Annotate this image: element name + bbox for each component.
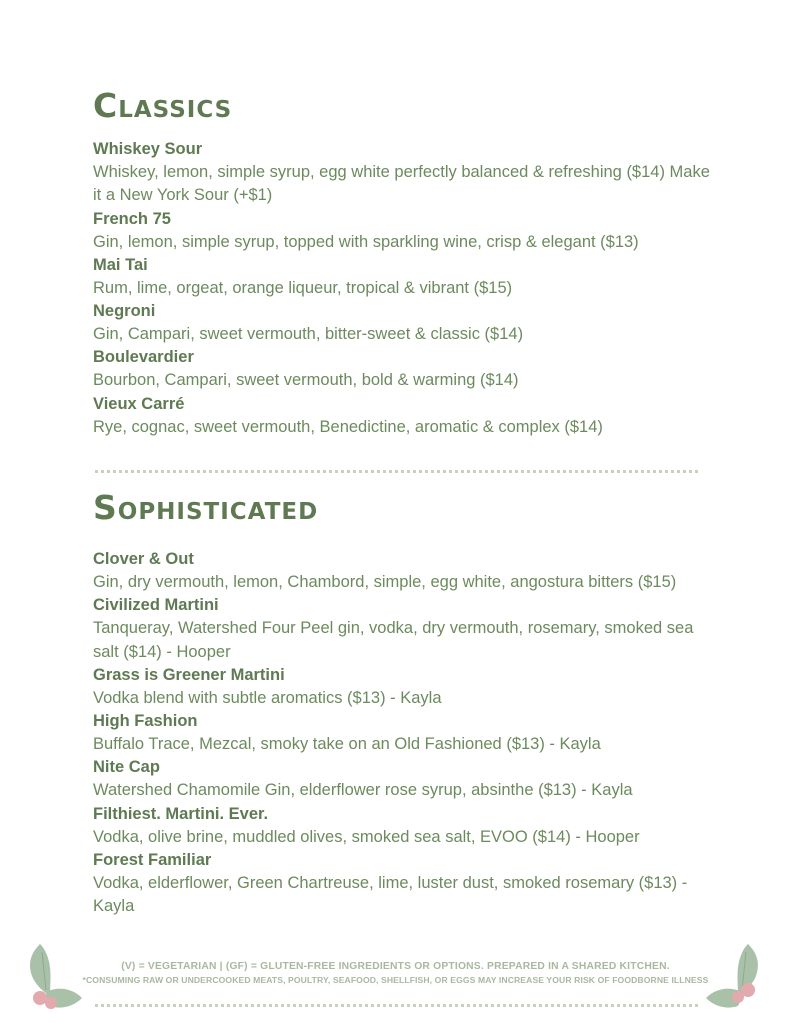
section-title-classics: Classics bbox=[93, 86, 233, 125]
menu-item bbox=[93, 710, 713, 756]
section-sophisticated bbox=[93, 486, 713, 919]
item-description: Vodka, olive brine, muddled olives, smoked sea salt, EVOO ($14) - Hooper bbox=[93, 827, 640, 846]
footer-divider bbox=[95, 1004, 698, 1007]
item-description: Vodka blend with subtle aromatics ($13) - Kayla bbox=[93, 688, 442, 707]
item-name: Mai Tai bbox=[93, 255, 148, 274]
item-name: Negroni bbox=[93, 302, 156, 321]
item-description: Rye, cognac, sweet vermouth, Benedictine, aromatic & complex ($14) bbox=[93, 417, 603, 436]
item-name: Filthiest. Martini. Ever. bbox=[93, 804, 269, 823]
item-name: Grass is Greener Martini bbox=[93, 665, 285, 684]
menu-item bbox=[93, 393, 713, 439]
menu-item bbox=[93, 346, 713, 392]
menu-item bbox=[93, 254, 713, 300]
item-description: Buffalo Trace, Mezcal, smoky take on an Old Fashioned ($13) - Kayla bbox=[93, 735, 601, 754]
item-name: Nite Cap bbox=[93, 758, 160, 777]
menu-item bbox=[93, 548, 713, 594]
item-description: Rum, lime, orgeat, orange liqueur, tropical & vibrant ($15) bbox=[93, 278, 513, 297]
item-description: Whiskey, lemon, simple syrup, egg white perfectly balanced & refreshing ($14) Make it a New York Sour (+$1) bbox=[93, 163, 710, 205]
item-name: French 75 bbox=[93, 209, 171, 228]
menu-item bbox=[93, 594, 713, 664]
menu-item bbox=[93, 300, 713, 346]
dietary-legend: (V) = VEGETARIAN | (GF) = GLUTEN-FREE INGREDIENTS OR OPTIONS. PREPARED IN A SHARED KITCHEN. bbox=[121, 961, 670, 972]
section-divider bbox=[95, 470, 698, 473]
item-name: Clover & Out bbox=[93, 550, 194, 568]
item-description: Bourbon, Campari, sweet vermouth, bold & warming ($14) bbox=[93, 371, 519, 390]
item-name: Boulevardier bbox=[93, 348, 194, 367]
item-name: Civilized Martini bbox=[93, 596, 219, 615]
menu-item bbox=[93, 756, 713, 802]
footer-notes bbox=[40, 960, 751, 986]
item-name: Whiskey Sour bbox=[93, 140, 203, 158]
item-name: Forest Familiar bbox=[93, 851, 212, 870]
item-name: Vieux Carré bbox=[93, 394, 185, 413]
item-name: High Fashion bbox=[93, 712, 198, 731]
item-description: Watershed Chamomile Gin, elderflower rose syrup, absinthe ($13) - Kayla bbox=[93, 781, 633, 800]
menu-item bbox=[93, 803, 713, 849]
item-description: Tanqueray, Watershed Four Peel gin, vodka, dry vermouth, rosemary, smoked sea salt ($14) - Hooper bbox=[93, 619, 694, 661]
section-classics bbox=[93, 84, 713, 439]
consumption-warning: *CONSUMING RAW OR UNDERCOOKED MEATS, POULTRY, SEAFOOD, SHELLFISH, OR EGGS MAY INCREASE YOUR RISK OF FOODBORNE ILLNESS bbox=[82, 975, 709, 985]
menu-item bbox=[93, 664, 713, 710]
item-description: Gin, Campari, sweet vermouth, bitter-sweet & classic ($14) bbox=[93, 325, 524, 344]
item-description: Gin, lemon, simple syrup, topped with sparkling wine, crisp & elegant ($13) bbox=[93, 232, 639, 251]
menu-item bbox=[93, 849, 713, 919]
menu-item bbox=[93, 138, 713, 208]
item-description: Vodka, elderflower, Green Chartreuse, lime, luster dust, smoked rosemary ($13) - Kayla bbox=[93, 874, 688, 916]
menu-item bbox=[93, 208, 713, 254]
section-title-sophisticated: Sophisticated bbox=[93, 488, 319, 527]
item-description: Gin, dry vermouth, lemon, Chambord, simple, egg white, angostura bitters ($15) bbox=[93, 573, 677, 591]
